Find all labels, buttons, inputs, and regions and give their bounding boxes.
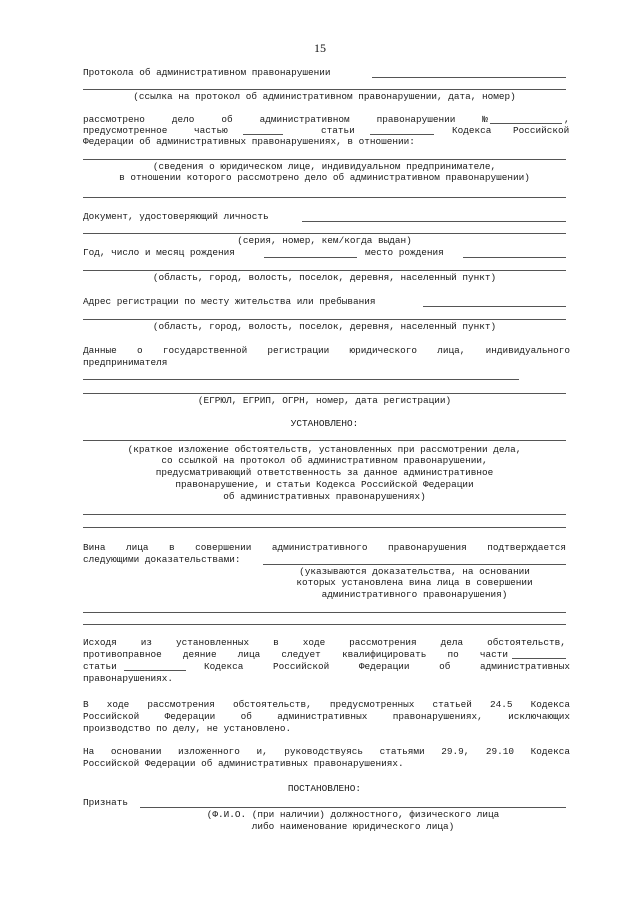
case-word: № — [482, 114, 488, 125]
protocol-blank — [372, 77, 566, 78]
basis-line-2: Российской Федерации об административных правонарушениях. — [83, 758, 404, 769]
subject-line-2 — [83, 197, 566, 198]
established-heading: УСТАНОВЛЕНО: — [290, 418, 359, 429]
conclusion-word: обстоятельств, — [487, 637, 566, 648]
conclusion-word: лица — [237, 649, 261, 660]
registration-line-b — [83, 393, 566, 394]
case-part: частью — [194, 125, 228, 136]
case-provided: предусмотренное — [83, 125, 168, 136]
established-hint-3: предусматривающий ответственность за данное административное — [155, 467, 494, 478]
case-word: административном — [259, 114, 350, 125]
address-hint: (область, город, волость, поселок, деревня, населенный пункт) — [152, 321, 497, 332]
conclusion-line-1 — [83, 637, 566, 648]
conclusion-word: части — [479, 649, 508, 660]
conclusion-word: квалифицировать — [341, 649, 427, 660]
identity-blank — [302, 221, 566, 222]
subject-hint-1: (сведения о юридическом лице, индивидуальном предпринимателе, — [152, 161, 497, 172]
case-article-blank — [370, 134, 434, 135]
conclusion-part-blank — [512, 658, 566, 659]
address-blank — [423, 306, 566, 307]
conclusion-word: Кодекса — [204, 661, 244, 672]
subject-hint-2: в отношении которого рассмотрено дело об административном правонарушении) — [119, 172, 530, 183]
protocol-hint: (ссылка на протокол об административном правонарушении, дата, номер) — [133, 91, 516, 102]
conclusion-word: Российской — [272, 661, 330, 672]
address-label: Адрес регистрации по месту жительства или пребывания — [83, 296, 376, 307]
guilt-hint-2: которых установлена вина лица в совершении — [296, 577, 533, 588]
established-line — [83, 440, 566, 441]
conclusion-word: противоправное — [83, 649, 162, 660]
conclusion-word: административных — [479, 661, 570, 672]
conclusion-word: об — [439, 661, 451, 672]
recognize-blank — [140, 807, 566, 808]
protocol-label: Протокола об административном правонарушении — [83, 67, 331, 78]
birth-line — [83, 270, 566, 271]
birth-hint: (область, город, волость, поселок, деревня, населенный пункт) — [152, 272, 497, 283]
recognize-hint-2: либо наименование юридического лица) — [251, 821, 455, 832]
case-word: об — [221, 114, 233, 125]
guilt-line-2: следующими доказательствами: — [83, 554, 241, 565]
exclusion-line-2: Российской Федерации об административных правонарушениях, исключающих — [83, 711, 570, 722]
established-hint-2: со ссылкой на протокол об административном правонарушении, — [161, 455, 488, 466]
guilt-line-a — [83, 612, 566, 613]
guilt-hint-1: (указываются доказательства, на основании — [299, 566, 530, 577]
case-part-blank — [243, 134, 283, 135]
exclusion-line-3: производство по делу, не установлено. — [83, 723, 292, 734]
registration-hint: (ЕГРЮЛ, ЕГРИП, ОГРН, номер, дата регистрации) — [197, 395, 452, 406]
case-word: правонарушении — [376, 114, 456, 125]
conclusion-word: деяние — [182, 649, 217, 660]
address-line — [83, 319, 566, 320]
identity-hint: (серия, номер, кем/когда выдан) — [237, 235, 412, 246]
conclusion-line-3 — [204, 661, 570, 672]
basis-line-1: На основании изложенного и, руководствуясь статьями 29.9, 29.10 Кодекса — [83, 746, 570, 757]
exclusion-line-1: В ходе рассмотрения обстоятельств, предусмотренных статьей 24.5 Кодекса — [83, 699, 570, 710]
conclusion-word: следует — [281, 649, 321, 660]
resolved-heading: ПОСТАНОВЛЕНО: — [287, 783, 362, 794]
guilt-blank — [263, 564, 566, 565]
protocol-line — [83, 89, 566, 90]
conclusion-word: ходе — [302, 637, 326, 648]
case-number-blank — [490, 123, 562, 124]
guilt-line-1: Вина лица в совершении административного правонарушения подтверждается — [83, 542, 566, 553]
established-line-3 — [83, 527, 566, 528]
case-line-1 — [83, 114, 488, 125]
conclusion-word: по — [447, 649, 459, 660]
registration-line-1: Данные о государственной регистрации юридического лица, индивидуального — [83, 345, 570, 356]
recognize-hint-1: (Ф.И.О. (при наличии) должностного, физического лица — [206, 809, 500, 820]
birth-date-blank — [264, 257, 357, 258]
case-word: дело — [171, 114, 195, 125]
case-line-3: Федерации об административных правонарушениях, в отношении: — [83, 136, 415, 147]
birth-place-label: место рождения — [365, 247, 444, 258]
established-hint-5: об административных правонарушениях) — [223, 491, 426, 502]
guilt-hint-3: административного правонарушения) — [321, 589, 508, 600]
case-article: статьи — [321, 125, 355, 136]
subject-line — [83, 159, 566, 160]
conclusion-article: статьи — [83, 661, 117, 672]
case-russian: Российской — [513, 125, 570, 136]
recognize-label: Признать — [83, 797, 129, 808]
case-word: рассмотрено — [83, 114, 145, 125]
case-code: Кодекса — [452, 125, 492, 136]
conclusion-article-blank — [124, 670, 186, 671]
established-hint-4: правонарушение, и статьи Кодекса Российской Федерации — [175, 479, 474, 490]
conclusion-word: из — [140, 637, 152, 648]
registration-line-a — [83, 379, 519, 380]
conclusion-word: дела — [440, 637, 464, 648]
guilt-line-b — [83, 624, 566, 625]
registration-line-2: предпринимателя — [83, 357, 168, 368]
conclusion-line-4: правонарушениях. — [83, 673, 174, 684]
conclusion-word: Исходя — [83, 637, 117, 648]
conclusion-word: рассмотрения — [349, 637, 417, 648]
birth-date-label: Год, число и месяц рождения — [83, 247, 235, 258]
conclusion-word: Федерации — [358, 661, 410, 672]
conclusion-word: установленных — [175, 637, 250, 648]
identity-line — [83, 233, 566, 234]
page-number: 15 — [314, 41, 326, 55]
conclusion-line-2 — [83, 649, 508, 660]
birth-place-blank — [463, 257, 566, 258]
established-line-2 — [83, 514, 566, 515]
identity-label: Документ, удостоверяющий личность — [83, 211, 269, 222]
established-hint-1: (краткое изложение обстоятельств, установленных при рассмотрении дела, — [127, 444, 522, 455]
conclusion-word: в — [273, 637, 279, 648]
